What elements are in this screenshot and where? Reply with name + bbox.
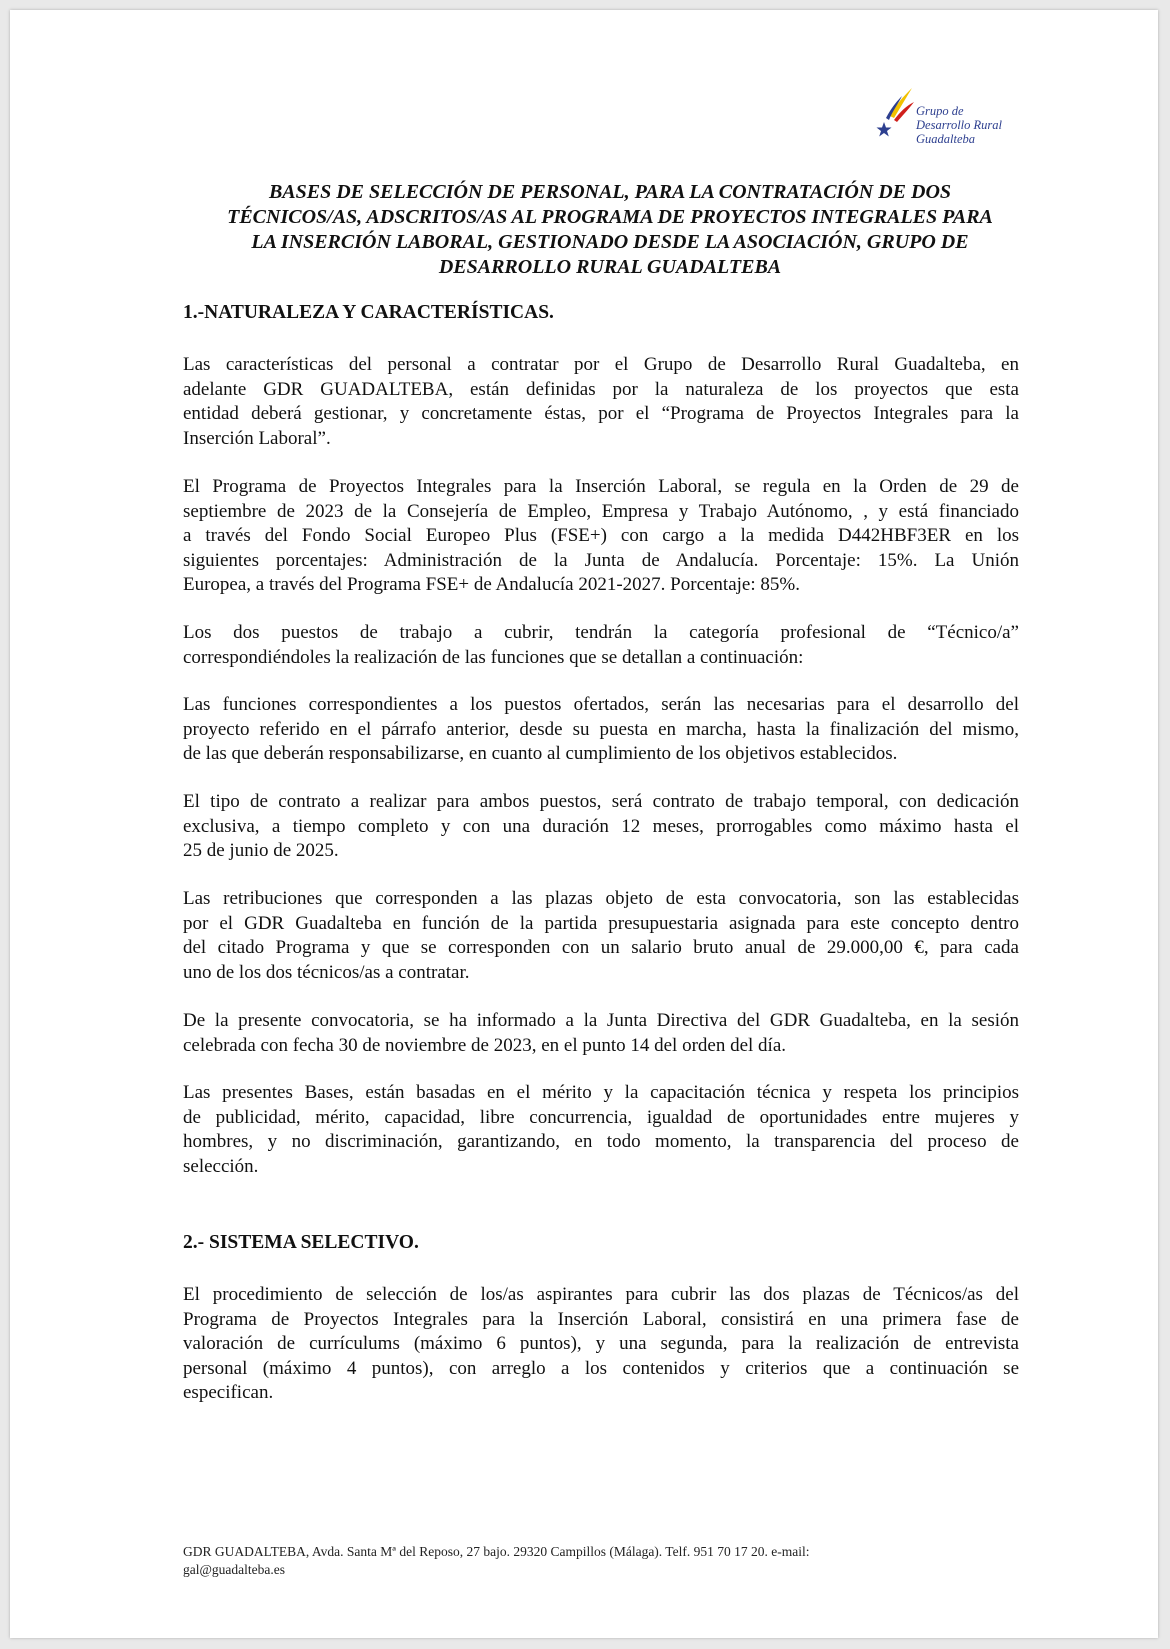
paragraph-line: correspondiéndoles la realización de las funciones que se detallan a continuación: bbox=[183, 646, 804, 668]
title-line: BASES DE SELECCIÓN DE PERSONAL, PARA LA CONTRATACIÓN DE DOS bbox=[268, 181, 952, 203]
section-1-paragraph bbox=[183, 1081, 1019, 1179]
section-1-paragraph bbox=[183, 887, 1019, 985]
paragraph-line: De la presente convocatoria, se ha informado a la Junta Directiva del GDR Guadalteba, en la sesión bbox=[183, 1010, 1019, 1031]
paragraph-line: uno de los dos técnicos/as a contratar. bbox=[183, 961, 470, 983]
logo-text-line-1: Grupo de bbox=[916, 104, 964, 118]
paragraph-line: 25 de junio de 2025. bbox=[183, 840, 339, 861]
paragraph-line: Las presentes Bases, están basadas en el mérito y la capacitación técnica y respeta los principios bbox=[183, 1082, 1019, 1103]
paragraph-line: Las retribuciones que corresponden a las plazas objeto de esta convocatoria, son las establecidas bbox=[183, 888, 1019, 909]
paragraph-line: proyecto referido en el párrafo anterior, desde su puesta en marcha, hasta la finalización del mismo, bbox=[183, 718, 1019, 740]
section-1-paragraph bbox=[183, 353, 1019, 451]
paragraph-line: El tipo de contrato a realizar para ambos puestos, será contrato de trabajo temporal, con dedicación bbox=[183, 791, 1019, 812]
paragraph-line: valoración de currículums (máximo 6 puntos), y una segunda, para la realización de entrevista bbox=[183, 1333, 1019, 1354]
section-2-paragraph bbox=[183, 1283, 1019, 1406]
paragraph-line: de publicidad, mérito, capacidad, libre concurrencia, igualdad de oportunidades entre mujeres y bbox=[183, 1106, 1019, 1128]
paragraph-line: Las funciones correspondientes a los puestos ofertados, serán las necesarias para el desarrollo del bbox=[183, 694, 1019, 715]
paragraph-line: Las características del personal a contratar por el Grupo de Desarrollo Rural Guadalteba, en bbox=[183, 354, 1019, 375]
section-1-paragraph bbox=[183, 1009, 1019, 1058]
paragraph-line: selección. bbox=[183, 1155, 259, 1177]
paragraph-line: Inserción Laboral”. bbox=[183, 427, 331, 449]
section-1-heading: 1.-NATURALEZA Y CARACTERÍSTICAS. bbox=[183, 302, 554, 323]
paragraph-line: a través del Fondo Social Europeo Plus (FSE+) con cargo a la medida D442HBF3ER en los bbox=[183, 525, 1019, 546]
logo-text-line-3: Guadalteba bbox=[916, 132, 976, 146]
page-footer bbox=[183, 1543, 809, 1579]
paragraph-line: El Programa de Proyectos Integrales para la Inserción Laboral, se regula en la Orden de 29 de bbox=[183, 476, 1019, 497]
paragraph-line: Los dos puestos de trabajo a cubrir, tendrán la categoría profesional de “Técnico/a” bbox=[183, 622, 1019, 643]
gdr-guadalteba-logo bbox=[876, 86, 1016, 148]
paragraph-line: celebrada con fecha 30 de noviembre de 2023, en el punto 14 del orden del día. bbox=[183, 1034, 787, 1056]
document-title bbox=[170, 180, 1050, 280]
section-1-paragraph bbox=[183, 475, 1019, 598]
section-1-paragraph bbox=[183, 693, 1019, 767]
paragraph-line: por el GDR Guadalteba en función de la partida presupuestaria asignada para este concepto dentro bbox=[183, 912, 1019, 934]
section-1-paragraph bbox=[183, 621, 1019, 670]
paragraph-line: del citado Programa y que se corresponden con un salario bruto anual de 29.000,00 €, para cada bbox=[183, 937, 1019, 958]
paragraph-line: siguientes porcentajes: Administración de la Junta de Andalucía. Porcentaje: 15%. La Unión bbox=[183, 549, 1019, 571]
logo-flame-star-icon bbox=[876, 86, 916, 138]
paragraph-line: hombres, y no discriminación, garantizando, en todo momento, la transparencia del proceso de bbox=[183, 1131, 1019, 1152]
paragraph-line: adelante GDR GUADALTEBA, están definidas por la naturaleza de los proyectos que esta bbox=[183, 378, 1019, 400]
paragraph-line: personal (máximo 4 puntos), con arreglo a los contenidos y criterios que a continuación se bbox=[183, 1357, 1019, 1379]
paragraph-line: El procedimiento de selección de los/as aspirantes para cubrir las dos plazas de Técnicos/as del bbox=[183, 1284, 1019, 1305]
paragraph-line: de las que deberán responsabilizarse, en cuanto al cumplimiento de los objetivos establecidos. bbox=[183, 743, 898, 764]
footer-email: gal@guadalteba.es bbox=[183, 1562, 286, 1577]
paragraph-line: exclusiva, a tiempo completo y con una duración 12 meses, prorrogables como máximo hasta el bbox=[183, 815, 1019, 837]
logo-text-line-2: Desarrollo Rural bbox=[916, 118, 1002, 132]
section-2-heading: 2.- SISTEMA SELECTIVO. bbox=[183, 1232, 419, 1253]
footer-address: GDR GUADALTEBA, Avda. Santa Mª del Reposo, 27 bajo. 29320 Campillos (Málaga). Telf. 951 70 17 20. e-mail: bbox=[183, 1544, 810, 1559]
paragraph-line: entidad deberá gestionar, y concretamente éstas, por el “Programa de Proyectos Integrales para la bbox=[183, 403, 1019, 424]
title-line: DESARROLLO RURAL GUADALTEBA bbox=[438, 256, 782, 278]
paragraph-line: especifican. bbox=[183, 1382, 274, 1403]
paragraph-line: Europea, a través del Programa FSE+ de Andalucía 2021-2027. Porcentaje: 85%. bbox=[183, 574, 800, 595]
paragraph-line: Programa de Proyectos Integrales para la Inserción Laboral, consistirá en una primera fase de bbox=[183, 1308, 1019, 1330]
paragraph-line: septiembre de 2023 de la Consejería de Empleo, Empresa y Trabajo Autónomo, , y está financiado bbox=[183, 500, 1019, 522]
title-line: LA INSERCIÓN LABORAL, GESTIONADO DESDE LA ASOCIACIÓN, GRUPO DE bbox=[251, 231, 969, 253]
title-line: TÉCNICOS/AS, ADSCRITOS/AS AL PROGRAMA DE PROYECTOS INTEGRALES PARA bbox=[227, 206, 993, 228]
section-1-paragraph bbox=[183, 790, 1019, 864]
document-page bbox=[10, 10, 1158, 1638]
